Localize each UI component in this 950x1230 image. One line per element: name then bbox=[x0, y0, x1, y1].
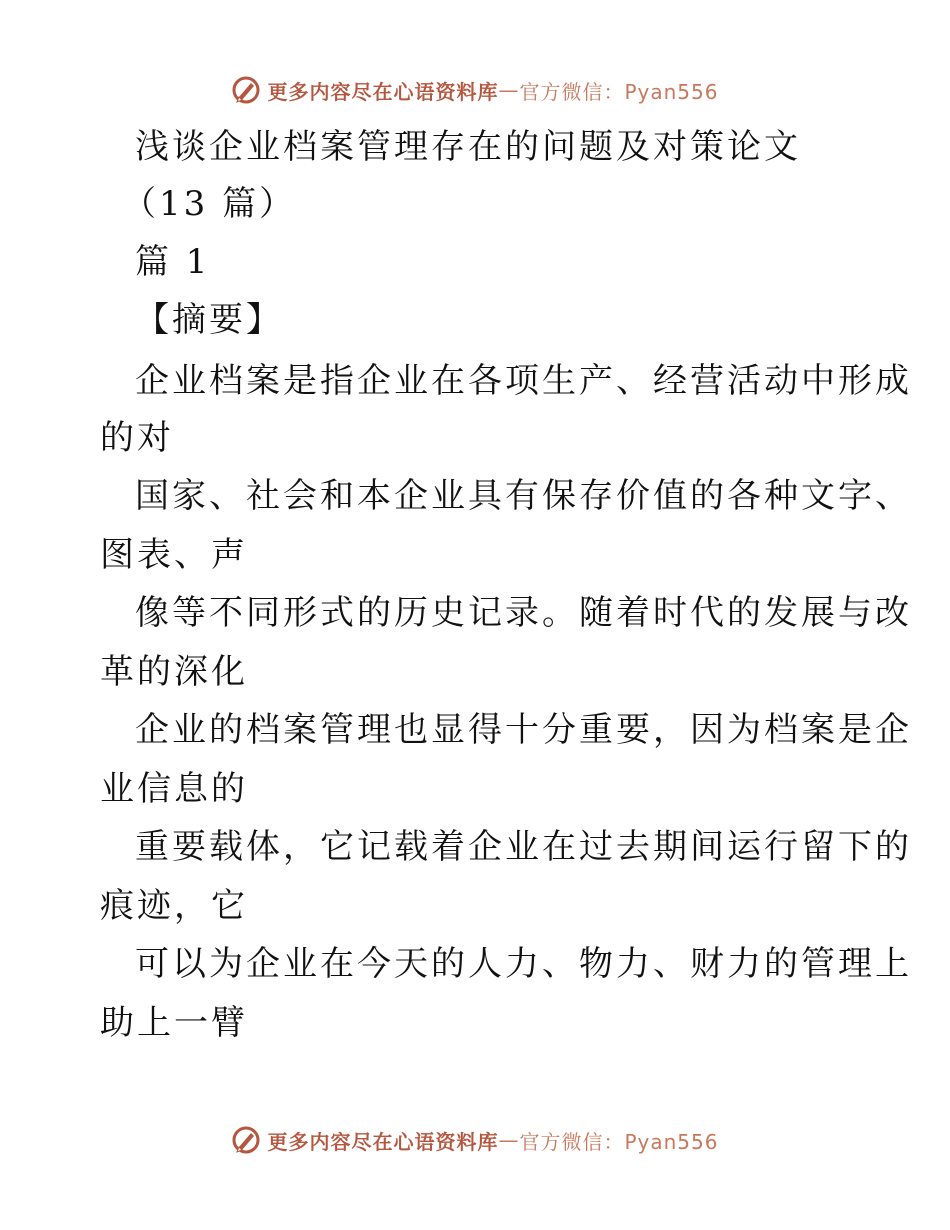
footer-separator: — bbox=[498, 1128, 520, 1152]
header-separator: — bbox=[498, 78, 520, 102]
footer-contact-text: 官方微信：Pyan556 bbox=[519, 1129, 719, 1154]
pen-logo-icon bbox=[231, 75, 261, 105]
body-line: 国家、社会和本企业具有保存价值的各种文字、 bbox=[135, 476, 912, 516]
document-title-line-2: （13 篇） bbox=[122, 184, 297, 224]
body-line: 助上一臂 bbox=[100, 1003, 248, 1043]
body-line: 图表、声 bbox=[100, 535, 248, 575]
footer-banner bbox=[0, 1120, 950, 1160]
body-line: 重要载体，它记载着企业在过去期间运行留下的 bbox=[135, 827, 912, 867]
header-brand-text: 更多内容尽在心语资料库 bbox=[267, 79, 499, 104]
body-line: 像等不同形式的历史记录。随着时代的发展与改 bbox=[135, 593, 912, 633]
header-banner bbox=[0, 70, 950, 110]
abstract-heading: 【摘要】 bbox=[135, 300, 283, 340]
body-line: 痕迹，它 bbox=[100, 886, 248, 926]
footer-brand-text: 更多内容尽在心语资料库 bbox=[267, 1129, 499, 1154]
document-title-line-1: 浅谈企业档案管理存在的问题及对策论文 bbox=[135, 127, 801, 167]
body-line: 企业档案是指企业在各项生产、经营活动中形成 bbox=[135, 361, 912, 401]
pen-logo-icon bbox=[231, 1125, 261, 1155]
section-heading: 篇 1 bbox=[135, 242, 211, 282]
header-contact-text: 官方微信：Pyan556 bbox=[519, 79, 719, 104]
body-line: 企业的档案管理也显得十分重要，因为档案是企 bbox=[135, 710, 912, 750]
body-line: 革的深化 bbox=[100, 652, 248, 692]
body-line: 的对 bbox=[100, 418, 174, 458]
body-line: 业信息的 bbox=[100, 769, 248, 809]
body-line: 可以为企业在今天的人力、物力、财力的管理上 bbox=[135, 944, 912, 984]
